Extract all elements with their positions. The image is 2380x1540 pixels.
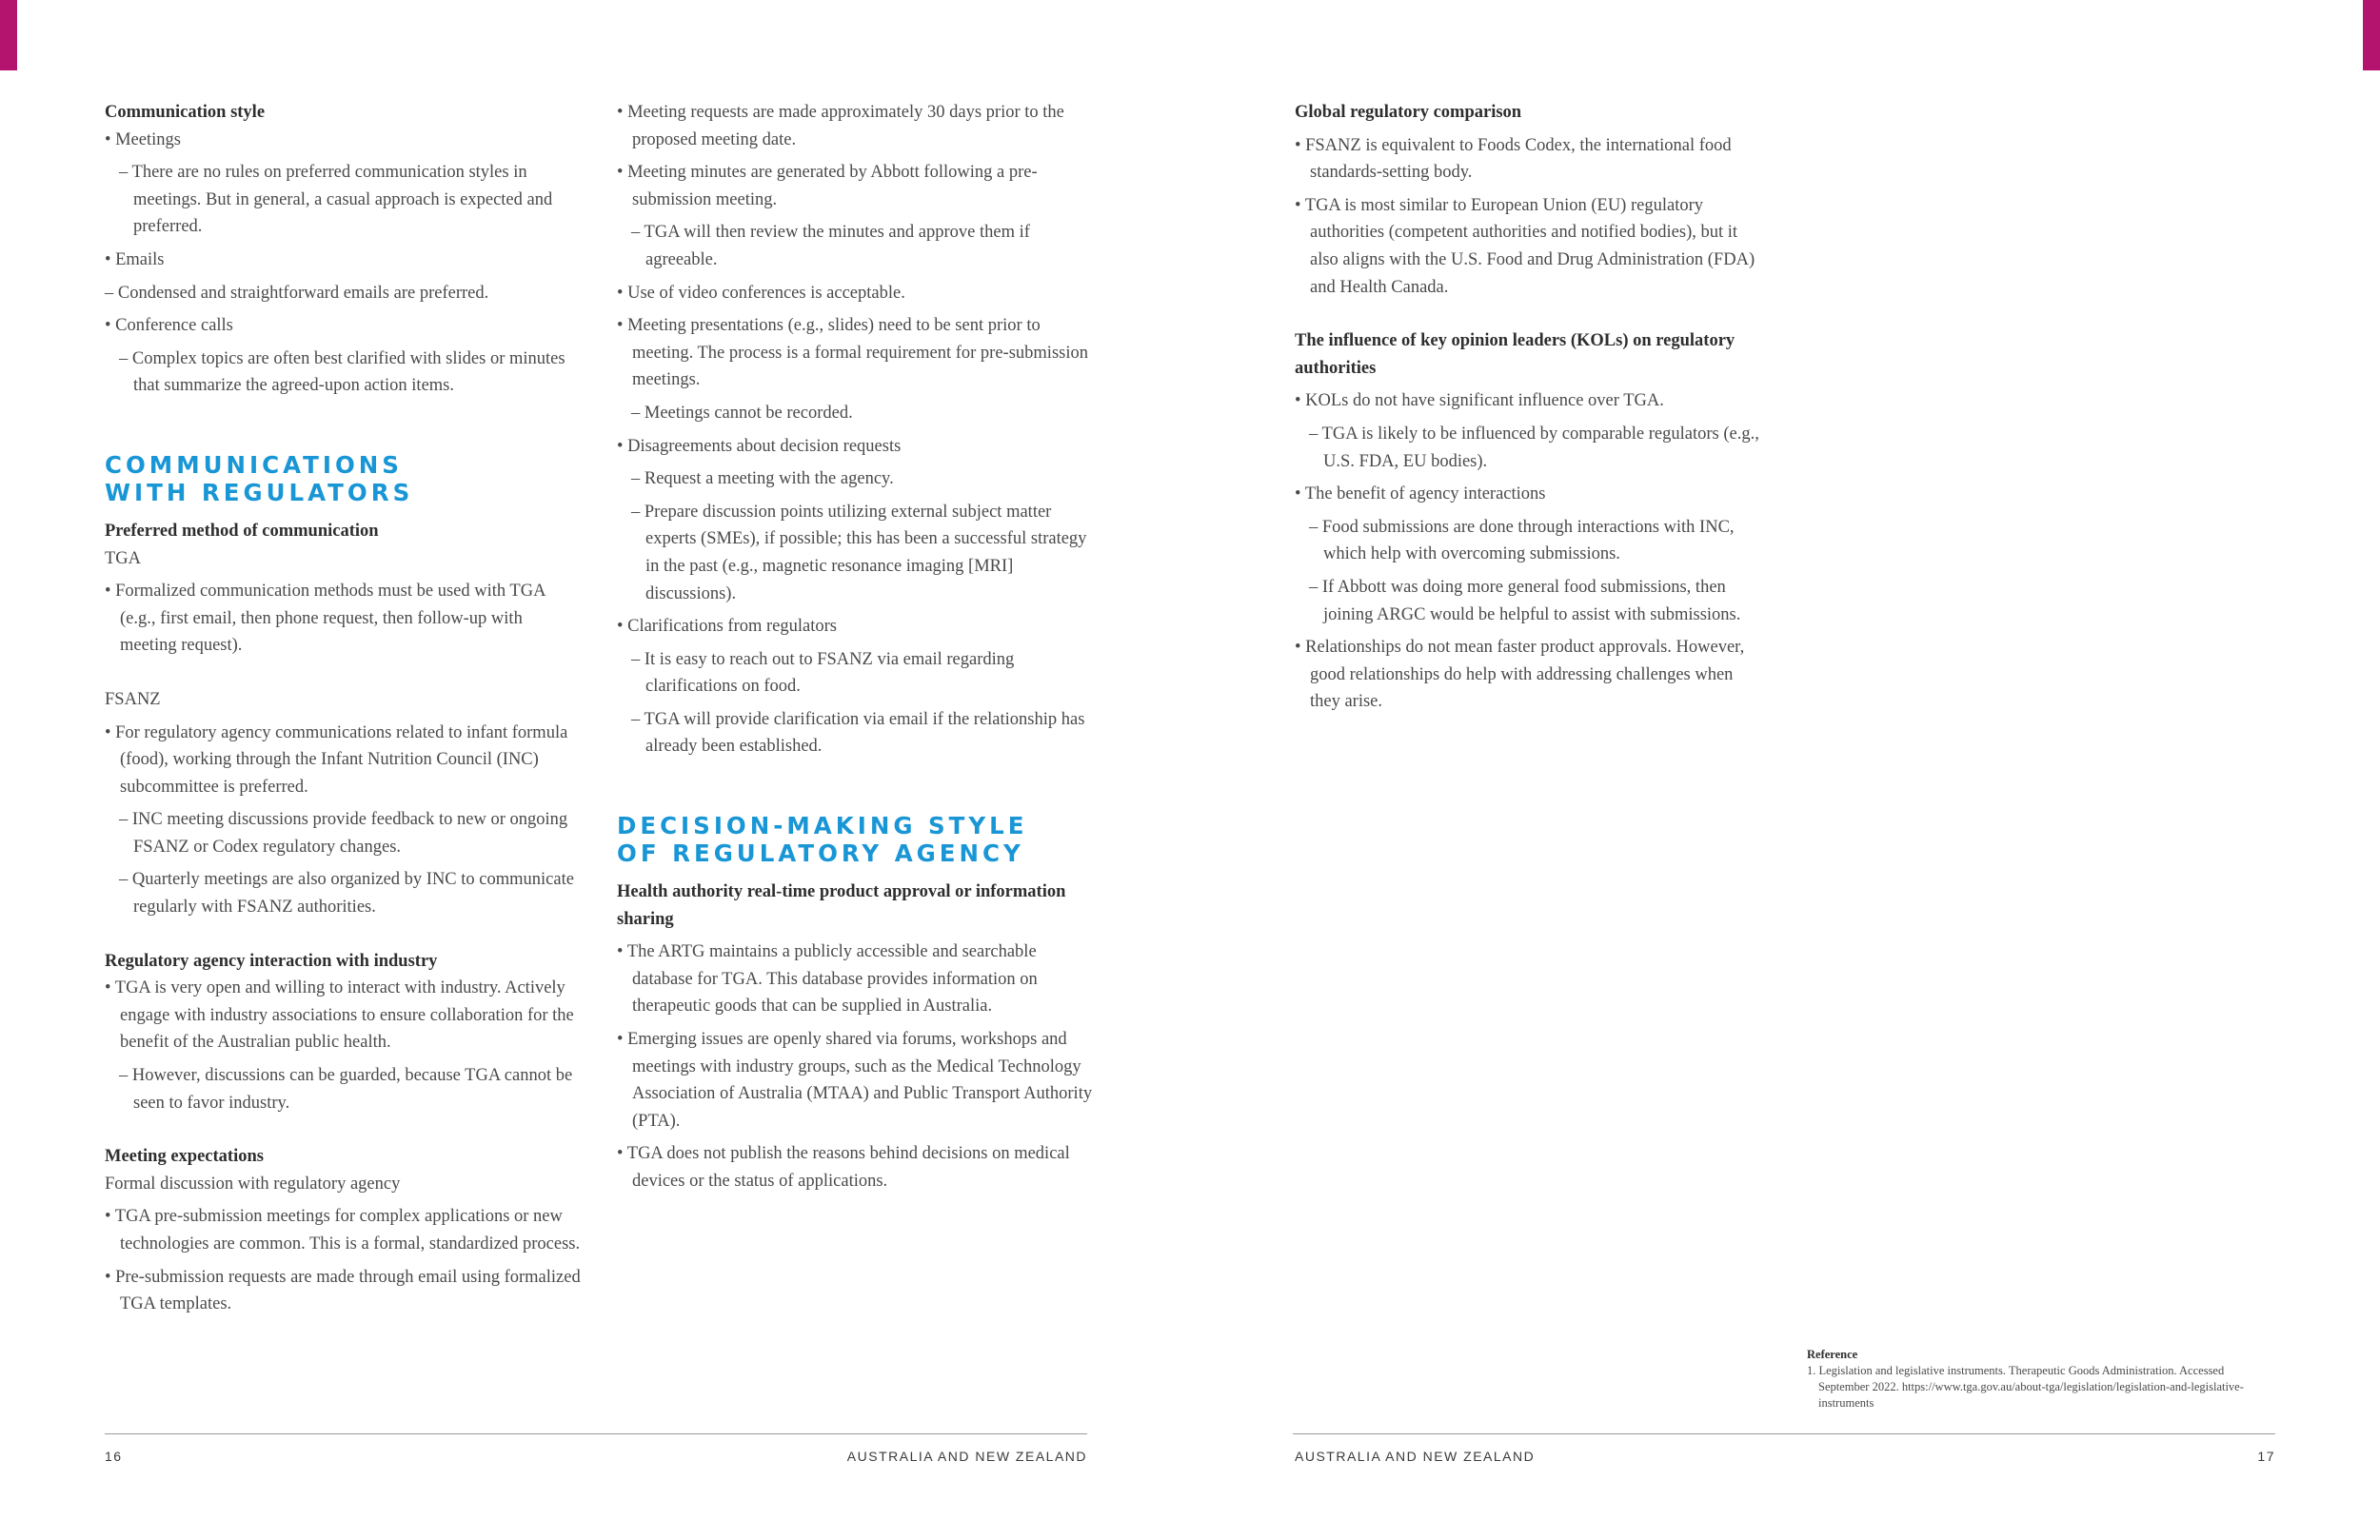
list-subitem: – Request a meeting with the agency. <box>631 469 894 489</box>
list-subitem: – Quarterly meetings are also organized by INC to communicate regularly with FSANZ authorities. <box>119 870 574 918</box>
list-item: • Emails <box>105 249 165 269</box>
subheading-industry-interaction: Regulatory agency interaction with industry <box>105 951 438 971</box>
list-item: • The ARTG maintains a publicly accessible and searchable database for TGA. This database provides information on therapeutic goods that can be supplied in Australia. <box>617 942 1038 1017</box>
list-item: • Meeting presentations (e.g., slides) need to be sent prior to meeting. The process is a formal requirement for pre-submission meetings. <box>617 316 1088 390</box>
column-3 <box>1295 99 1761 716</box>
reference-item[interactable]: 1. Legislation and legislative instruments. Therapeutic Goods Administration. Accessed September 2022. https://www.tga.gov.au/about-tga/legislation/legislation-and-legislative-instruments <box>1807 1364 2244 1410</box>
list-item: • Meeting minutes are generated by Abbott following a pre-submission meeting. <box>617 163 1038 209</box>
list-item: • TGA is most similar to European Union (EU) regulatory authorities (competent authorities and notified bodies), but it also aligns with the U.S. Food and Drug Administration (FDA) and Health Canada. <box>1295 195 1755 297</box>
list-subitem: – Complex topics are often best clarified with slides or minutes that summarize the agreed-upon action items. <box>119 348 565 396</box>
list-item: • For regulatory agency communications related to infant formula (food), working through the Infant Nutrition Council (INC) subcommittee is preferred. <box>105 722 568 797</box>
paragraph-formal-discussion: Formal discussion with regulatory agency <box>105 1174 401 1194</box>
list-subitem: – Meetings cannot be recorded. <box>631 403 853 423</box>
running-title-right: AUSTRALIA AND NEW ZEALAND <box>1295 1449 1536 1464</box>
subheading-communication-style: Communication style <box>105 103 266 122</box>
page-number-right: 17 <box>2257 1449 2275 1464</box>
list-item: • Clarifications from regulators <box>617 617 837 637</box>
subheading-global-comparison: Global regulatory comparison <box>1295 103 1522 122</box>
list-subitem: – TGA is likely to be influenced by comparable regulators (e.g., U.S. FDA, EU bodies). <box>1309 424 1759 471</box>
list-item: • Relationships do not mean faster product approvals. However, good relationships do help with addressing challenges when they arise. <box>1295 638 1745 712</box>
paragraph-fsanz: FSANZ <box>105 689 161 709</box>
list-subitem: – However, discussions can be guarded, because TGA cannot be seen to favor industry. <box>119 1066 573 1113</box>
page-tab-left <box>0 0 17 70</box>
section-title-decision-making: DECISION-MAKING STYLE OF REGULATORY AGENCY <box>617 812 1028 868</box>
section-title-communications: COMMUNICATIONS WITH REGULATORS <box>105 450 414 506</box>
list-item: • TGA does not publish the reasons behind decisions on medical devices or the status of applications. <box>617 1144 1070 1191</box>
page-tab-right <box>2363 0 2380 70</box>
list-subitem: – INC meeting discussions provide feedback to new or ongoing FSANZ or Codex regulatory changes. <box>119 810 568 857</box>
subheading-meeting-expectations: Meeting expectations <box>105 1147 264 1167</box>
list-item: • KOLs do not have significant influence over TGA. <box>1295 391 1664 411</box>
list-item: • Meetings <box>105 129 181 149</box>
reference-title: Reference <box>1807 1348 1858 1361</box>
list-item: – Condensed and straightforward emails are preferred. <box>105 283 489 303</box>
list-item: • Meeting requests are made approximately 30 days prior to the proposed meeting date. <box>617 103 1064 149</box>
list-item: • TGA is very open and willing to interact with industry. Actively engage with industry associations to ensure collaboration for the benefit of the Australian public health. <box>105 978 574 1053</box>
subheading-kol-influence: The influence of key opinion leaders (KOLs) on regulatory authorities <box>1295 331 1735 378</box>
paragraph-tga: TGA <box>105 548 142 568</box>
running-title-left: AUSTRALIA AND NEW ZEALAND <box>846 1449 1087 1464</box>
column-2 <box>617 99 1093 1195</box>
list-item: • Use of video conferences is acceptable. <box>617 283 905 303</box>
list-subitem: – Prepare discussion points utilizing external subject matter experts (SMEs), if possible; this has been a successful strategy in the past (e.g., magnetic resonance imaging [MRI] discussions). <box>631 502 1087 603</box>
list-subitem: – TGA will then review the minutes and approve them if agreeable. <box>631 223 1030 269</box>
list-item: • Formalized communication methods must be used with TGA (e.g., first email, then phone request, then follow-up with meeting request). <box>105 582 545 656</box>
list-item: • Emerging issues are openly shared via forums, workshops and meetings with industry groups, such as the Medical Technology Association of Australia (MTAA) and Public Transport Authority (PTA). <box>617 1030 1093 1131</box>
footer-rule-left <box>105 1433 1087 1434</box>
footer-rule-right <box>1293 1433 2275 1434</box>
list-subitem: – It is easy to reach out to FSANZ via email regarding clarifications on food. <box>631 649 1015 697</box>
column-1 <box>105 99 581 1318</box>
list-subitem: – TGA will provide clarification via email if the relationship has already been established. <box>631 709 1085 757</box>
subheading-preferred-method: Preferred method of communication <box>105 521 379 541</box>
list-item: • FSANZ is equivalent to Foods Codex, the international food standards-setting body. <box>1295 135 1732 183</box>
page-number-left: 16 <box>105 1449 123 1464</box>
list-subitem: – If Abbott was doing more general food submissions, then joining ARGC would be helpful to assist with submissions. <box>1309 577 1741 624</box>
list-item: • TGA pre-submission meetings for complex applications or new technologies are common. This is a formal, standardized process. <box>105 1207 581 1254</box>
list-item: • Conference calls <box>105 316 233 336</box>
list-item: • Disagreements about decision requests <box>617 436 902 456</box>
list-item: • Pre-submission requests are made through email using formalized TGA templates. <box>105 1267 581 1314</box>
list-item: • The benefit of agency interactions <box>1295 484 1546 504</box>
list-subitem: – There are no rules on preferred communication styles in meetings. But in general, a casual approach is expected and preferred. <box>119 163 553 237</box>
list-subitem: – Food submissions are done through interactions with INC, which help with overcoming submissions. <box>1309 517 1735 564</box>
subheading-health-authority: Health authority real-time product approval or information sharing <box>617 882 1066 929</box>
reference-block <box>1807 1347 2264 1412</box>
